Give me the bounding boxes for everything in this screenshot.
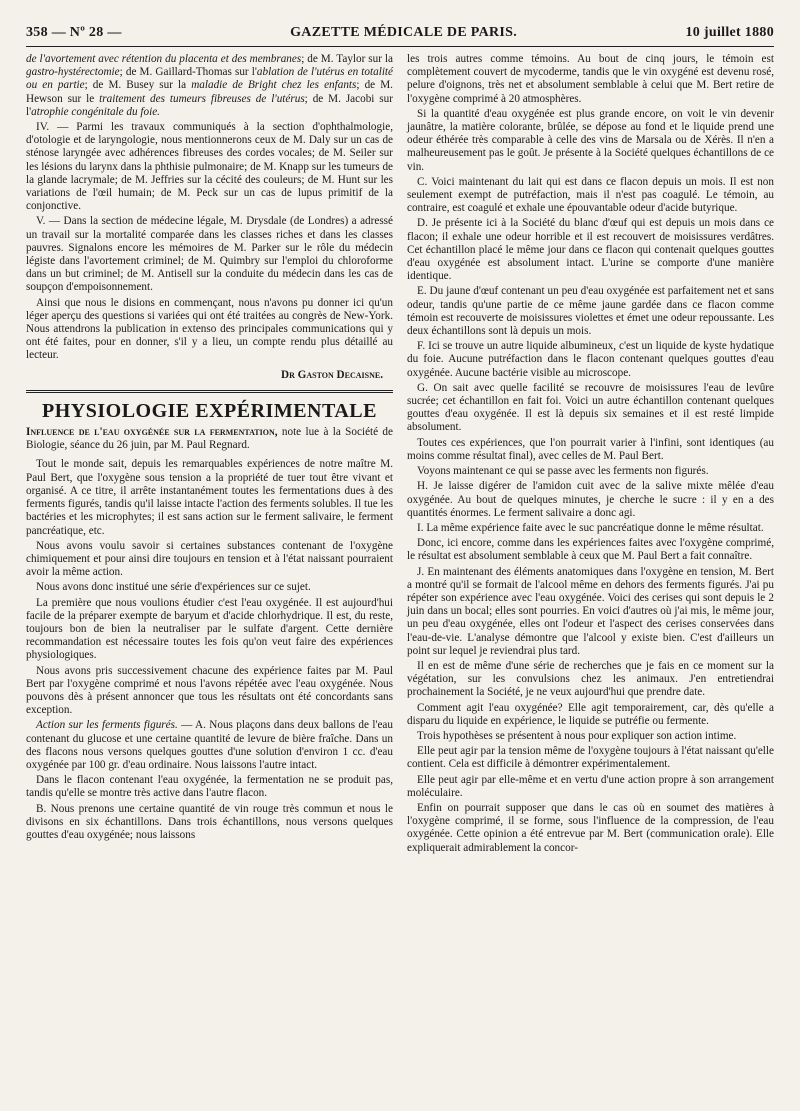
article-paragraph: les trois autres comme témoins. Au bout de cinq jours, le témoin est complètement couvert de mycoderme, tandis que le vin oxygéné est devenu rosé, pelure d'oignons, très net et absolument semblable à celui que M. Bert retire de l'oxygène comprimé à 20 atmosphères.: [407, 53, 774, 105]
left-column: [26, 53, 393, 857]
text: ; de M. Hewson sur le: [26, 79, 393, 105]
closing-paragraph: Ainsi que nous le disions en commençant, nous n'avons pu donner ici qu'un léger aperçu des questions si variées qui ont été traitées au congrès de New-York. Nous attendrons la publication in extenso des principales communications qui y ont été faites, pour en donner, s'il y a lieu, un compte rendu plus détaillé au lecteur.: [26, 296, 393, 362]
subtitle-rest: note lue à la Société de Biologie, séance du 26 juin, par M. Paul Regnard.: [26, 426, 393, 452]
signature-text: Dr Gaston Decaisne.: [280, 368, 383, 381]
article-paragraph: J. En maintenant des éléments anatomiques dans l'oxygène en tension, M. Bert a montré qu'il se formait de l'alcool même en dehors des ferments figurés. J'ai pu répéter son expérience avec l'eau oxygénée. Voici des cerises qui sont depuis le 2 juin dans un bocal; elles sont pourries. En voici d'autres où j'ai mis, le même jour, un peu d'eau oxygénée, elles ont l'odeur et l'aspect des cerises conservées dans l'eau-de-vie. L'analyse démontre que l'alcool y existe bien. C'est d'ailleurs un point sur lequel je reviendrai plus tard.: [407, 565, 774, 657]
article-paragraph: Donc, ici encore, comme dans les expériences faites avec l'oxygène comprimé, le résultat est absolument semblable à ceux que M. Paul Bert a fait connaître.: [407, 537, 774, 563]
right-column: [407, 53, 774, 857]
article-paragraph: D. Je présente ici à la Société du blanc d'œuf qui est depuis un mois dans ce flacon; il exhale une odeur horrible et il est recouvert de moisissures verdâtres. Cet échantillon placé le même jour dans ce flacon qui contenait quelques gouttes d'eau oxygénée est absolument intact. L'urine se comporte d'une manière identique.: [407, 217, 774, 283]
article-paragraph: Il en est de même d'une série de recherches que je fais en ce moment sur la végétation, sur les convulsions chez les animaux. J'en entretiendrai prochainement la Société, je ne veux aujourd'hui que prendre date.: [407, 659, 774, 699]
article-paragraph: I. La même expérience faite avec le suc pancréatique donne le même résultat.: [417, 521, 764, 534]
article-paragraph: Dans le flacon contenant l'eau oxygénée, la fermentation ne se produit pas, tandis qu'elle se montre très active dans l'autre flacon.: [26, 774, 393, 800]
article-paragraph: Voyons maintenant ce qui se passe avec les ferments non figurés.: [417, 465, 709, 478]
text: ; de M. Taylor sur la: [301, 53, 394, 65]
article-paragraph: H. Je laisse digérer de l'amidon cuit avec de la salive mixte mêlée d'eau oxygénée. Au bout de quelques minutes, je cherche le sucre : il y en a des quantités énormes. Le ferment salivaire a donc agi.: [407, 480, 774, 519]
article-paragraph: [26, 719, 393, 772]
italic-text: traitement des tumeurs fibreuses de l'utérus: [99, 92, 305, 105]
subtitle-smallcaps: Influence de l'eau oxygénée sur la fermentation,: [26, 426, 278, 439]
section-divider: [26, 390, 393, 393]
italic-heading: Action sur les ferments figurés.: [36, 719, 178, 732]
text: — A. Nous plaçons dans deux ballons de l'eau contenant du glucose et une certaine quantité de levure de bière fraîche. Dans un des flacons nous versons quelques gouttes d'une solution d'environ 1 cc. d'eau oxygénée par 100 gr. d'eau ordinaire. Nous laissons l'autre intact.: [26, 719, 393, 771]
text: ; de M. Gaillard-Thomas sur l': [119, 66, 257, 79]
article-paragraph: Si la quantité d'eau oxygénée est plus grande encore, on voit le vin devenir jaunâtre, la matière colorante, brûlée, se dépose au fond et le liquide prend une odeur éthérée très comparable à celle des vins de Marsala ou de Xérès. Il n'en a malheureusement pas le goût. Je présente à la Société quelques échantillons de ce vin.: [407, 107, 774, 173]
text: ; de M. Busey sur la: [84, 79, 192, 92]
columns: [26, 53, 774, 857]
text: ; de M. Jacobi sur l': [26, 92, 393, 118]
article-paragraph: F. Ici se trouve un autre liquide albumineux, c'est un liquide de kyste hydatique du foie. Aucune putréfaction dans le flacon contenant quelques gouttes d'eau oxygénée. Aucune bactérie visible au microscope.: [407, 340, 774, 379]
paragraph-iv: IV. — Parmi les travaux communiqués à la section d'ophthalmologie, d'otologie et de laryngologie, nous mentionnerons ceux de M. Daly sur un cas de sténose laryngée avec adhérences fibreuses des cordes vocales; de M. Seiler sur les lésions du larynx dans la phthisie pulmonaire; de M. Knapp sur les tumeurs de la glande lacrymale; de M. Jeffries sur la cécité des couleurs; de M. Hunt sur les variations de l'œil humain; de M. Peck sur un cas de lupus primitif de la conjonctive.: [26, 121, 393, 213]
article-subtitle: [26, 426, 393, 452]
issue-date: 10 juillet 1880: [685, 25, 774, 40]
article-paragraph: Elle peut agir par la tension même de l'oxygène toujours à l'état naissant qu'elle contient. Cela est difficile à démontrer expérimentalement.: [407, 745, 774, 771]
article-paragraph: Enfin on pourrait supposer que dans le cas où en soumet des matières à l'oxygène comprimé, il se forme, sous l'influence de la compression, de l'eau oxygénée. Cette opinion a été entrevue par M. Bert (communication orale). Elle expliquerait admirablement la concor-: [407, 801, 774, 854]
article-paragraph: Elle peut agir par elle-même et en vertu d'une action propre à son arrangement moléculaire.: [407, 773, 774, 799]
article-paragraph: Trois hypothèses se présentent à nous pour expliquer son action intime.: [417, 729, 737, 742]
congress-paragraph-iii: [26, 53, 393, 119]
italic-text: atrophie congénitale du foie.: [31, 105, 160, 118]
article-paragraph: Toutes ces expériences, que l'on pourrait varier à l'infini, sont identiques (au moins comme résultat final), avec celles de M. Paul Bert.: [407, 436, 774, 462]
page-header: [26, 22, 774, 44]
italic-text: de l'avortement avec rétention du placenta et des membranes: [26, 53, 302, 65]
article-paragraph: Nous avons donc institué une série d'expériences sur ce sujet.: [36, 581, 311, 594]
italic-text: gastro-hystérectomie: [26, 66, 120, 79]
header-rule: [26, 46, 774, 47]
article-paragraph: G. On sait avec quelle facilité se recouvre de moisissures l'eau de levûre sucrée; cet échantillon en fait foi. Voici un autre échantillon contenant quelques gouttes d'eau oxygénée. Il est là depuis six semaines et il est resté limpide absolument.: [407, 381, 774, 434]
italic-text: maladie de Bright chez les enfants: [191, 79, 357, 92]
article-paragraph: B. Nous prenons une certaine quantité de vin rouge très commun et nous le divisons en six échantillons. Dans trois échantillons, nous versons quelques gouttes d'eau oxygénée; nous laissons: [26, 802, 393, 841]
signature: [26, 369, 383, 382]
article-paragraph: E. Du jaune d'œuf contenant un peu d'eau oxygénée est parfaitement net et sans odeur, tandis qu'une partie de ce même jaune gardée dans ce flacon comme témoin est recouverte de moisissures violettes et émet une odeur repoussante. Les deux échantillons sont là depuis un mois.: [407, 285, 774, 338]
journal-title: GAZETTE MÉDICALE DE PARIS.: [290, 25, 518, 40]
article-paragraph: Tout le monde sait, depuis les remarquables expériences de notre maître M. Paul Bert, que l'oxygène sous tension a la propriété de tuer tout être vivant et organisé. A ce titre, il arrête instantanément toutes les fermentations dues à des ferments figurés, tandis qu'il laisse intacte l'action des ferments solubles. Il tue les bactéries et les microphytes; il est sans action sur le ferment salivaire, le ferment pancréatique, etc.: [26, 458, 393, 537]
italic-text: ablation de l'utérus en totalité ou en partie: [26, 66, 393, 92]
section-title: PHYSIOLOGIE EXPÉRIMENTALE: [42, 399, 377, 422]
paragraph-v: V. — Dans la section de médecine légale, M. Drysdale (de Londres) a adressé un travail sur la mortalité comparée dans les classes riches et dans les classes pauvres. Signalons encore les mémoires de M. Parker sur le rôle du médecin légiste dans l'avortement criminel; de M. Quimbry sur l'emploi du chloroforme dans un but criminel; de M. Antisell sur la conduite du médecin dans les cas de soupçon d'empoisonnement.: [26, 215, 393, 294]
page-number: 358 — Nº 28 —: [26, 25, 122, 40]
article-paragraph: Comment agit l'eau oxygénée? Elle agit temporairement, car, dès qu'elle a disparu du liquide en expérience, le liquide se putréfie ou fermente.: [407, 701, 774, 727]
article-paragraph: Nous avons pris successivement chacune des expérience faites par M. Paul Bert par l'oxygène comprimé et nous l'avons répétée avec l'eau oxygénée. Nous pouvons dès à présent annoncer que tous les résultats ont été concordants sans exception.: [26, 664, 393, 717]
article-paragraph: Nous avons voulu savoir si certaines substances contenant de l'oxygène chimiquement et pour ainsi dire toujours en tension et à l'état naissant pourraient avoir la même action.: [26, 539, 393, 579]
article-paragraph: C. Voici maintenant du lait qui est dans ce flacon depuis un mois. Il est non seulement exempt de putréfaction, mais il n'est pas coagulé. Le témoin, au contraire, est coagulé et exhale une épouvantable odeur d'acide butyrique.: [407, 175, 774, 215]
article-paragraph: La première que nous voulions étudier c'est l'eau oxygénée. Il est aujourd'hui facile de la préparer exempte de baryum et d'acide chlorhydrique. Il est, du reste, toujours bon de bien la neutraliser par le sulfate d'argent. Cette dernière recommandation est nécessaire toutes les fois qu'on veut faire des expériences physiologiques.: [26, 596, 393, 662]
